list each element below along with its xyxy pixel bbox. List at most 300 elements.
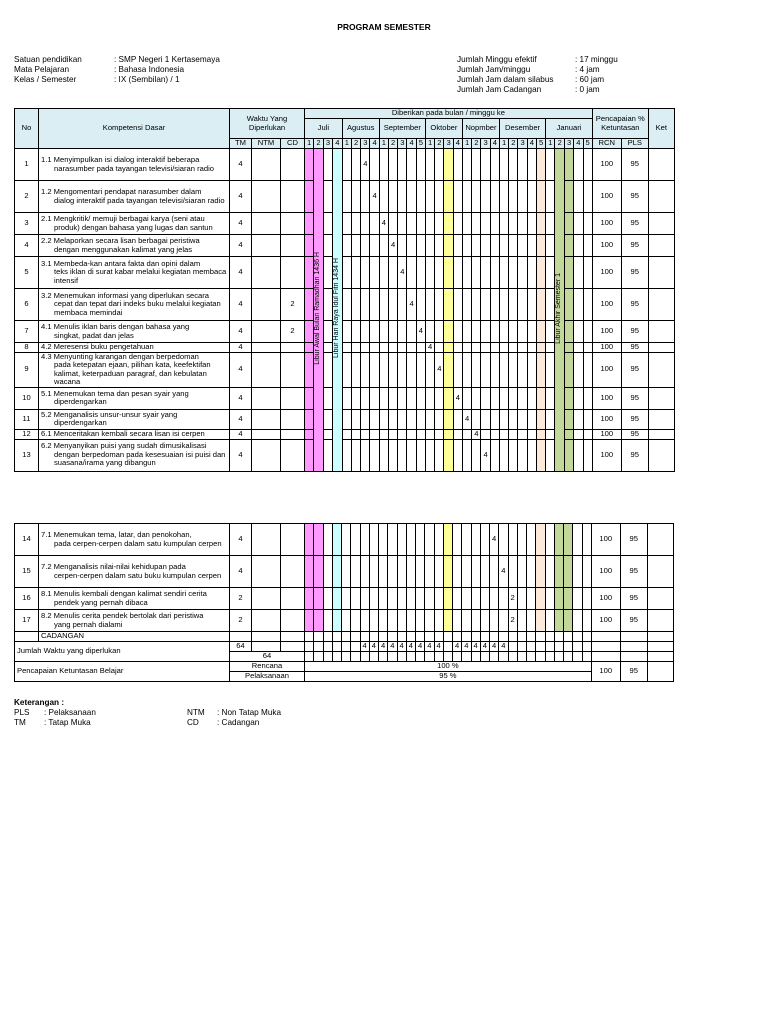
row-rcn: 100 <box>592 257 621 289</box>
week-cell <box>351 387 360 409</box>
week-cell <box>342 149 351 181</box>
week-cell <box>554 632 563 642</box>
kd-text: 4.3 Menyunting karangan dengan berpedoman <box>41 352 199 361</box>
week-cell <box>342 409 351 429</box>
jumlah-ntm <box>252 642 281 652</box>
header-week: 4 <box>453 139 462 149</box>
week-cell <box>481 257 490 289</box>
week-cell <box>546 149 555 181</box>
legend <box>14 698 281 728</box>
week-cell <box>434 652 443 662</box>
week-cell <box>361 235 370 257</box>
table-row <box>15 588 674 610</box>
week-cell <box>369 556 378 588</box>
row-ket <box>648 409 674 429</box>
week-cell <box>583 439 592 471</box>
row-ket <box>648 343 674 353</box>
week-cell <box>444 429 453 439</box>
row-kd <box>39 409 230 429</box>
row-ntm <box>252 387 281 409</box>
week-cell <box>314 652 323 662</box>
header-rcn: RCN <box>592 139 621 149</box>
row-pls: 95 <box>620 556 647 588</box>
week-cell <box>546 343 555 353</box>
week-cell <box>508 632 517 642</box>
week-cell <box>583 429 592 439</box>
week-cell <box>536 343 545 353</box>
header-waktu: Waktu Yang Diperlukan <box>230 109 305 139</box>
week-cell <box>323 387 332 409</box>
week-cell <box>490 652 499 662</box>
week-cell <box>518 257 527 289</box>
row-kd <box>39 343 230 353</box>
jumlah-total: 64 <box>230 652 305 662</box>
kd-text: 5.1 Menemukan tema dan pesan syair yang <box>41 388 189 398</box>
kd-text-cont: dengan menggunakan kalimat yang jelas <box>54 244 193 254</box>
week-cell <box>546 352 555 387</box>
header-week: 4 <box>407 139 416 149</box>
week-cell <box>518 289 527 321</box>
row-cd <box>281 524 305 556</box>
week-cell <box>481 321 490 343</box>
cadangan-cell <box>647 632 673 642</box>
kd-text-cont: dialog interaktif pada tayangan televisi/siaran radio <box>54 195 225 205</box>
week-cell <box>406 556 415 588</box>
week-cell <box>527 213 536 235</box>
week-cell <box>406 610 415 632</box>
row-ket <box>648 257 674 289</box>
week-cell <box>342 257 351 289</box>
row-rcn: 100 <box>592 213 621 235</box>
week-cell <box>379 524 388 556</box>
pencapaian-rcn: 100 <box>591 662 620 682</box>
week-cell <box>305 588 314 610</box>
jumlah-week: 4 <box>462 642 471 652</box>
kd-text-cont: narasumber pada tayangan televisi/siaran radio <box>54 163 214 173</box>
holiday-label: Libur Akhir Semester 1 <box>555 273 563 344</box>
week-cell <box>443 524 452 556</box>
jumlah-week: 4 <box>406 642 415 652</box>
week-cell <box>554 556 563 588</box>
week-cell <box>379 387 388 409</box>
week-cell <box>453 610 462 632</box>
week-cell <box>370 409 379 429</box>
week-cell <box>536 387 545 409</box>
row-rcn: 100 <box>592 321 621 343</box>
week-cell <box>351 257 360 289</box>
week-cell <box>444 181 453 213</box>
legend-row <box>14 718 281 728</box>
week-cell <box>509 235 518 257</box>
week-cell <box>481 429 490 439</box>
week-cell <box>323 352 332 387</box>
row-kd <box>39 610 230 632</box>
table-row <box>15 321 675 343</box>
week-cell: 4 <box>379 213 388 235</box>
week-cell <box>388 429 397 439</box>
week-cell <box>361 289 370 321</box>
week-cell <box>305 181 314 213</box>
week-cell <box>490 556 499 588</box>
week-cell <box>323 321 332 343</box>
row-ntm <box>252 610 281 632</box>
cadangan-cell <box>281 632 305 642</box>
info-value: : 17 minggu <box>575 55 618 64</box>
week-cell <box>499 257 508 289</box>
kd-text: 5.2 Menganalisis unsur-unsur syair yang <box>41 409 178 419</box>
week-cell <box>435 149 444 181</box>
week-cell <box>434 524 443 556</box>
row-no: 13 <box>15 439 39 471</box>
week-cell <box>314 610 323 632</box>
jumlah-week: 4 <box>369 642 378 652</box>
week-cell <box>425 556 434 588</box>
info-value: : Bahasa Indonesia <box>114 65 185 74</box>
week-cell <box>416 524 425 556</box>
week-cell <box>406 652 415 662</box>
kd-text-cont: diperdengarkan <box>54 397 107 407</box>
week-cell <box>425 429 434 439</box>
week-cell <box>388 524 397 556</box>
header-month: Agustus <box>342 119 379 139</box>
kd-text-cont: singkat, padat dan jelas <box>54 330 134 340</box>
row-kd <box>39 588 230 610</box>
week-cell <box>332 632 341 642</box>
week-cell <box>314 632 323 642</box>
kd-text-cont: yang pernah dialami <box>54 619 123 629</box>
week-cell <box>305 556 314 588</box>
row-cd <box>281 352 305 387</box>
row-pls: 95 <box>621 149 648 181</box>
week-cell <box>583 257 592 289</box>
week-cell <box>443 610 452 632</box>
week-cell <box>425 352 434 387</box>
week-cell <box>499 429 508 439</box>
row-cd <box>281 235 305 257</box>
row-pls: 95 <box>621 343 648 353</box>
week-cell <box>546 439 555 471</box>
row-no: 9 <box>15 352 39 387</box>
row-ket <box>648 149 674 181</box>
table-row <box>15 387 675 409</box>
jumlah-week <box>582 642 591 652</box>
week-cell <box>554 610 563 632</box>
jumlah-week: 4 <box>360 642 369 652</box>
header-week: 1 <box>462 139 471 149</box>
week-cell <box>398 289 407 321</box>
week-cell <box>379 409 388 429</box>
week-cell <box>546 429 555 439</box>
week-cell <box>388 149 397 181</box>
row-rcn: 100 <box>592 387 621 409</box>
info-label: Jumlah Jam Cadangan <box>457 85 542 94</box>
week-cell <box>518 181 527 213</box>
week-cell <box>546 289 555 321</box>
row-rcn: 100 <box>592 181 621 213</box>
header-week: 4 <box>370 139 379 149</box>
week-cell <box>361 321 370 343</box>
week-cell <box>583 321 592 343</box>
header-week: 4 <box>527 139 536 149</box>
row-ket <box>648 181 674 213</box>
week-cell: 4 <box>388 235 397 257</box>
week-cell <box>481 235 490 257</box>
week-cell <box>332 588 341 610</box>
week-cell <box>416 588 425 610</box>
week-cell <box>369 524 378 556</box>
row-no: 7 <box>15 321 39 343</box>
week-cell <box>379 235 388 257</box>
table-row <box>15 409 675 429</box>
kd-text: 4.2 Meresensi buku pengetahuan <box>41 342 154 351</box>
week-cell <box>388 387 397 409</box>
week-cell <box>583 352 592 387</box>
info-label: Satuan pendidikan <box>14 55 82 64</box>
table-row <box>15 524 674 556</box>
week-cell <box>462 213 471 235</box>
kd-text-cont: dengan berpedoman pada kesesuaian isi puisi dan suasana/irama yang dibangun <box>54 449 226 468</box>
legend-desc: : Non Tatap Muka <box>217 708 282 717</box>
legend-abbr: CD <box>187 718 199 727</box>
week-cell <box>582 588 591 610</box>
row-pls: 95 <box>621 235 648 257</box>
week-cell <box>416 409 425 429</box>
row-ket <box>647 610 673 632</box>
week-cell <box>425 524 434 556</box>
week-cell <box>398 439 407 471</box>
week-cell <box>536 409 545 429</box>
week-cell <box>564 632 573 642</box>
week-cell <box>360 556 369 588</box>
week-cell <box>361 352 370 387</box>
week-cell <box>574 235 583 257</box>
week-cell <box>490 235 499 257</box>
week-cell <box>472 213 481 235</box>
week-cell <box>565 235 574 257</box>
week-cell <box>305 632 314 642</box>
week-cell <box>536 588 545 610</box>
row-no: 4 <box>15 235 39 257</box>
row-ket <box>648 289 674 321</box>
week-cell <box>388 632 397 642</box>
header-week: 2 <box>388 139 397 149</box>
week-cell <box>351 181 360 213</box>
week-cell <box>379 588 388 610</box>
legend-desc: : Pelaksanaan <box>44 708 96 717</box>
row-tm: 4 <box>230 343 252 353</box>
week-cell <box>517 610 526 632</box>
row-rcn: 100 <box>592 235 621 257</box>
week-cell <box>480 652 489 662</box>
week-cell <box>416 556 425 588</box>
week-cell <box>379 257 388 289</box>
info-value: : IX (Sembilan) / 1 <box>114 75 180 84</box>
week-cell <box>360 632 369 642</box>
table-row <box>15 213 675 235</box>
week-cell <box>517 556 526 588</box>
week-cell <box>361 343 370 353</box>
jumlah-week: 4 <box>480 642 489 652</box>
week-cell <box>351 652 360 662</box>
row-ket <box>648 439 674 471</box>
week-cell <box>527 387 536 409</box>
week-cell <box>342 439 351 471</box>
week-cell <box>583 235 592 257</box>
row-cd <box>281 556 305 588</box>
week-cell <box>554 588 563 610</box>
week-cell <box>323 439 332 471</box>
week-cell <box>565 289 574 321</box>
header-week: 1 <box>425 139 434 149</box>
week-cell <box>305 652 314 662</box>
week-cell <box>323 524 332 556</box>
header-week: 1 <box>499 139 508 149</box>
week-cell <box>370 149 379 181</box>
week-cell <box>481 409 490 429</box>
week-cell <box>323 149 332 181</box>
week-cell <box>379 429 388 439</box>
row-no: 16 <box>15 588 39 610</box>
jumlah-week: 4 <box>425 642 434 652</box>
pelaksanaan-value: 95 % <box>305 672 592 682</box>
week-cell <box>564 652 573 662</box>
week-cell <box>481 343 490 353</box>
jumlah-week <box>554 642 563 652</box>
week-cell <box>379 321 388 343</box>
week-cell <box>379 181 388 213</box>
row-rcn: 100 <box>592 289 621 321</box>
week-cell <box>397 524 406 556</box>
week-cell <box>499 610 508 632</box>
week-cell <box>545 556 554 588</box>
week-cell <box>518 387 527 409</box>
week-cell <box>546 409 555 429</box>
week-cell <box>472 352 481 387</box>
week-cell <box>379 632 388 642</box>
week-cell <box>323 235 332 257</box>
week-cell <box>370 439 379 471</box>
header-ket: Ket <box>648 109 674 149</box>
row-no: 1 <box>15 149 39 181</box>
week-cell <box>453 409 462 429</box>
week-cell <box>509 257 518 289</box>
week-cell <box>305 387 314 409</box>
row-pls: 95 <box>620 524 647 556</box>
header-week: 3 <box>565 139 574 149</box>
week-cell <box>342 213 351 235</box>
school-info <box>14 55 220 85</box>
week-cell <box>499 352 508 387</box>
week-cell <box>574 321 583 343</box>
week-cell <box>518 235 527 257</box>
week-cell <box>397 556 406 588</box>
row-cd <box>281 257 305 289</box>
info-row <box>457 85 618 95</box>
week-cell <box>490 181 499 213</box>
week-cell <box>565 343 574 353</box>
week-cell <box>536 149 545 181</box>
week-cell <box>370 257 379 289</box>
week-cell <box>323 409 332 429</box>
kd-text-cont: teks iklan di surat kabar melalui kegiatan membaca intensif <box>54 267 227 285</box>
week-cell <box>499 149 508 181</box>
row-pls: 95 <box>621 257 648 289</box>
week-cell <box>379 652 388 662</box>
week-cell <box>508 652 517 662</box>
week-cell <box>517 652 526 662</box>
week-cell <box>435 387 444 409</box>
row-tm: 2 <box>230 588 252 610</box>
kd-text: 2.1 Mengkritik/ memuji berbagai karya (seni atau <box>41 213 205 223</box>
week-cell <box>509 343 518 353</box>
info-row <box>14 55 220 65</box>
week-cell <box>388 556 397 588</box>
row-ntm <box>252 409 281 429</box>
row-no: 15 <box>15 556 39 588</box>
week-cell: 4 <box>361 149 370 181</box>
header-pencapaian: Pencapaian % Ketuntasan <box>592 109 648 139</box>
row-ket <box>648 429 674 439</box>
week-cell <box>582 524 591 556</box>
week-cell <box>509 352 518 387</box>
week-cell <box>472 387 481 409</box>
week-cell <box>351 149 360 181</box>
row-ntm <box>252 588 281 610</box>
week-cell <box>545 588 554 610</box>
week-cell <box>499 181 508 213</box>
week-cell <box>342 429 351 439</box>
kd-text: 1.1 Menyimpulkan isi dialog interaktif beberapa <box>41 154 200 164</box>
week-cell <box>509 409 518 429</box>
kd-text-cont: cerpen-cerpen dalam satu buku kumpulan cerpen <box>54 570 222 580</box>
week-cell <box>545 524 554 556</box>
week-cell <box>499 343 508 353</box>
week-cell <box>545 610 554 632</box>
week-cell <box>305 610 314 632</box>
week-cell <box>471 652 480 662</box>
row-ntm <box>252 257 281 289</box>
week-cell <box>509 439 518 471</box>
week-cell <box>425 387 434 409</box>
week-cell <box>435 429 444 439</box>
week-cell <box>351 429 360 439</box>
row-tm: 4 <box>230 257 252 289</box>
week-cell <box>499 387 508 409</box>
week-cell <box>574 343 583 353</box>
week-cell <box>397 632 406 642</box>
week-cell <box>564 588 573 610</box>
week-cell <box>490 439 499 471</box>
week-cell <box>574 387 583 409</box>
week-cell <box>472 321 481 343</box>
week-cell <box>574 213 583 235</box>
schedule-info <box>457 55 618 95</box>
row-tm: 4 <box>230 352 252 387</box>
week-cell <box>332 610 341 632</box>
jumlah-week <box>573 642 582 652</box>
row-no: 12 <box>15 429 39 439</box>
row-rcn: 100 <box>591 524 620 556</box>
week-cell <box>564 556 573 588</box>
jumlah-pls <box>620 652 647 662</box>
kd-text: 6.2 Menyanyikan puisi yang sudah dimusikalisasi <box>41 441 207 451</box>
week-cell <box>323 610 332 632</box>
week-cell <box>379 343 388 353</box>
week-cell <box>527 524 536 556</box>
header-week: 5 <box>416 139 425 149</box>
holiday-label: Libur Awal Bulan Ramadhan 1436 H <box>314 252 322 365</box>
week-cell <box>342 289 351 321</box>
